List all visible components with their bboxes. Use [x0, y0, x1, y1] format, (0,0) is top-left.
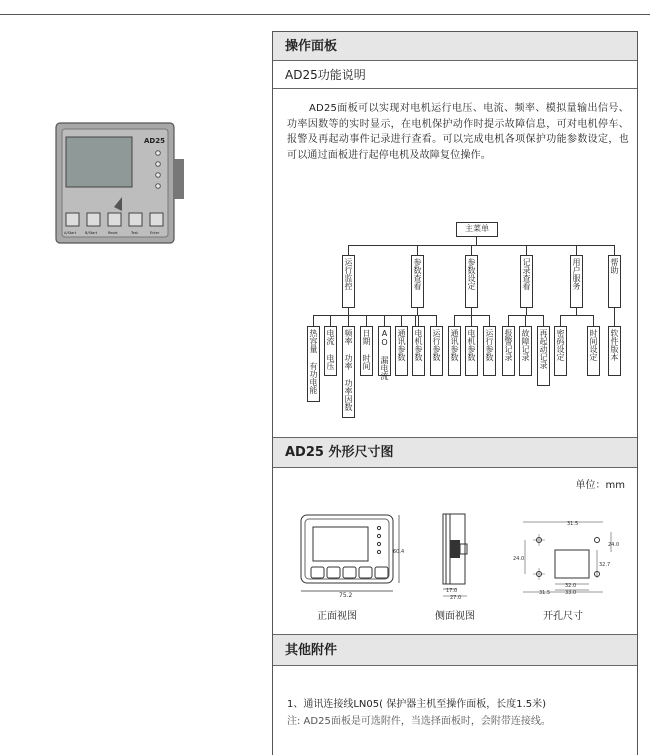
section-dimensions: AD25 外形尺寸图	[273, 438, 637, 468]
section-function-description: AD25功能说明	[273, 61, 637, 89]
caption-side-view: 侧面视图	[435, 611, 475, 622]
tree-leaf-date-time: 日期 时间	[360, 326, 373, 376]
tree-leaf-run-params-2: 运行参数	[483, 326, 496, 376]
tree-leaf-password-set: 密码设定	[554, 326, 567, 376]
tree-leaf-comm-params-2: 通讯参数	[448, 326, 461, 376]
cut-height-label: 32.7	[599, 562, 611, 568]
spec-panel	[272, 31, 638, 755]
tree-leaf-current-voltage: 电流 电压	[324, 326, 337, 376]
device-key-label-3: Reset	[108, 231, 118, 235]
section-accessories: 其他附件	[273, 635, 637, 666]
front-width-label: 75.2	[339, 592, 353, 599]
device-photo	[52, 119, 188, 247]
tree-node-record-view: 记录查看	[520, 255, 533, 308]
description-body: AD25面板可以实现对电机运行电压、电流、频率、模拟量输出信号、功率因数等的实时显示，在电机保护动作时提示故障信息，可对电机停车、报警及再起动事件记录进行查看。可以完成电机各项保护功能参数设定，也可以通过面板进行起停电机及故障复位操作。	[287, 103, 629, 161]
function-description-text	[287, 101, 629, 163]
cutout-drawing	[511, 512, 621, 602]
device-key-label-5: Enter	[150, 231, 160, 235]
cut-bottom-label: 31.5	[539, 590, 551, 596]
tree-leaf-motor-params-2: 电机参数	[465, 326, 478, 376]
page-top-rule	[0, 14, 650, 15]
tree-root-main-menu: 主菜单	[456, 222, 498, 237]
device-brand-label: AD25	[144, 137, 165, 145]
tree-leaf-freq-power: 频率 功率 功率因数	[342, 326, 355, 418]
tree-node-run-monitor: 运行监控	[342, 255, 355, 308]
side-depth-a-label: 17.0	[446, 588, 458, 594]
front-view-drawing	[295, 507, 407, 599]
device-key-label-1: A/Start	[64, 231, 77, 235]
menu-tree	[273, 182, 639, 422]
section-operation-panel: 操作面板	[273, 32, 637, 61]
tree-leaf-run-params-1: 运行参数	[430, 326, 443, 376]
caption-cutout: 开孔尺寸	[543, 611, 583, 622]
tree-leaf-ao-leakage: AO 漏电流	[378, 326, 391, 376]
device-key-3	[108, 213, 121, 226]
device-key-1	[66, 213, 79, 226]
cut-top-label: 31.5	[567, 521, 579, 527]
side-view-drawing	[433, 510, 493, 600]
side-depth-b-label: 27.0	[450, 595, 462, 600]
tree-leaf-thermal-energy: 热容量 有功电能	[307, 326, 320, 402]
front-height-label: 60.4	[393, 549, 405, 555]
dimension-unit: 单位：mm	[575, 480, 625, 491]
tree-node-param-set: 参数设定	[465, 255, 478, 308]
tree-leaf-alarm-record: 报警记录	[502, 326, 515, 376]
caption-front-view: 正面视图	[317, 611, 357, 622]
device-key-label-2: B/Start	[85, 231, 98, 235]
tree-leaf-fault-record: 故障记录	[519, 326, 532, 376]
cut-right-label: 24.0	[608, 542, 620, 548]
device-key-label-4: Test	[131, 231, 138, 235]
tree-node-user-service: 用户服务	[570, 255, 583, 308]
tree-leaf-restart-record: 再起动记录	[537, 326, 550, 386]
cut-width1-label: 32.0	[565, 583, 577, 589]
device-key-4	[129, 213, 142, 226]
tree-node-param-view: 参数查看	[411, 255, 424, 308]
device-key-2	[87, 213, 100, 226]
cut-left-label: 24.0	[513, 556, 525, 562]
cut-width2-label: 33.0	[565, 590, 577, 596]
tree-leaf-motor-params-1: 电机参数	[412, 326, 425, 376]
tree-node-help: 帮助	[608, 255, 621, 308]
accessory-note: 注: AD25面板是可选附件，当选择面板时，会附带连接线。	[287, 716, 551, 727]
tree-leaf-time-set: 时间设定	[587, 326, 600, 376]
tree-leaf-comm-params-1: 通讯参数	[395, 326, 408, 376]
tree-leaf-software-version: 软件版本	[608, 326, 621, 376]
accessory-line-1: 1、通讯连接线LN05( 保护器主机至操作面板，长度1.5米)	[287, 699, 547, 710]
device-key-5	[150, 213, 163, 226]
